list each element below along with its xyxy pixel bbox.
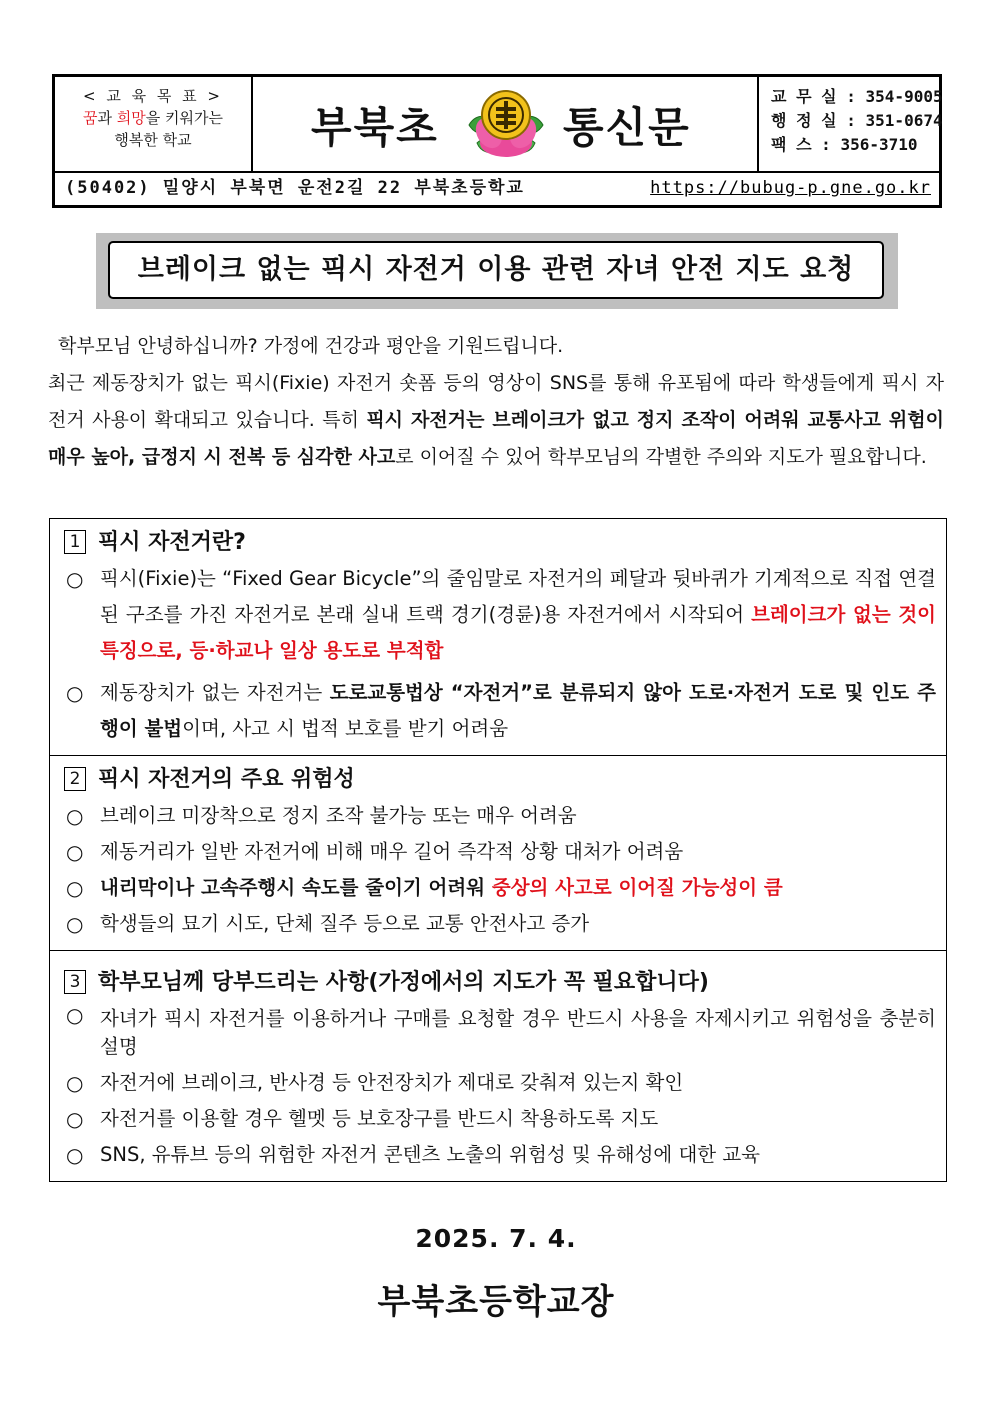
goal-rest: 을 키워가는 [145,109,223,127]
section-what-is-fixie [50,519,946,756]
item-text: 픽시(Fixie)는 “Fixed Gear Bicycle”의 줄임말로 자전거의 페달과 뒷바퀴가 기계적으로 직접 연결된 구조를 가진 자전거로 본래 실내 트랙 경기(경륜)용 자전거에서 시작되어 [100,567,936,626]
list-item [64,870,936,906]
item-text-end: 이며, 사고 시 법적 보호를 받기 어려움 [182,717,509,740]
section-title: 학부모님께 당부드리는 사항(가정에서의 지도가 꼭 필요합니다) [98,970,709,995]
item-highlight: 중상의 사고로 이어질 가능성이 큼 [491,876,783,899]
circle-bullet-icon: ○ [66,1107,84,1131]
issue-date: 2025. 7. 4. [415,1224,577,1253]
section-risks [50,756,946,951]
goal-dream: 꿈 [83,109,98,127]
contact-fax: 팩 스 : 356-3710 [771,135,918,154]
newsletter-label: 통신문 [563,103,691,152]
circle-bullet-icon: ○ [66,681,84,705]
list-item [64,834,936,870]
education-goal-line2: 행복한 학교 [114,131,192,149]
education-goal-title: < 교 육 목 표 > [83,87,223,105]
intro-p1-bold: 픽시 자전거는 브레이크가 없고 정지 조작이 어려워 교통사고 위험이 매우 높아, 급정지 시 전복 등 심각한 사고 [48,409,944,468]
item-text: SNS, 유튜브 등의 위험한 자전거 콘텐츠 노출의 위험성 및 유해성에 대한 교육 [100,1143,760,1166]
section-number: 1 [64,530,86,554]
item-text: 제동거리가 일반 자전거에 비해 매우 길어 즉각적 상황 대처가 어려움 [100,840,684,863]
item-text: 제동장치가 없는 자전거는 [100,681,330,704]
address-row [55,171,939,205]
circle-bullet-icon: ○ [66,840,84,864]
education-goal-line1 [55,107,251,129]
section-number: 2 [64,767,86,791]
item-text: 학생들의 묘기 시도, 단체 질주 등으로 교통 안전사고 증가 [100,912,590,935]
list-item [64,906,936,942]
item-highlight: 브레이크가 없는 것이 특징으로, 등·하교나 일상 용도로 부적합 [100,603,936,662]
section-title: 픽시 자전거의 주요 위험성 [98,767,355,792]
item-bold: 도로교통법상 “자전거”로 분류되지 않아 도로·자전거 도로 및 인도 주행이 불법 [100,681,936,740]
goal-hope: 희망 [116,109,146,127]
school-emblem-icon [463,81,549,165]
page-title: 브레이크 없는 픽시 자전거 이용 관련 자녀 안전 지도 요청 [108,241,884,299]
intro-p1-end: 로 이어질 수 있어 학부모님의 각별한 주의와 지도가 필요합니다. [395,446,927,468]
section-number: 3 [64,970,86,994]
school-address: (50402) 밀양시 부북면 운전2길 22 부북초등학교 [65,178,525,198]
intro-text [48,328,944,476]
principal-signature: 부북초등학교장 [377,1282,615,1322]
section-heading [64,762,936,798]
list-item [64,1065,936,1101]
info-sections [49,518,947,1182]
item-text: 브레이크 미장착으로 정지 조작 불가능 또는 매우 어려움 [100,804,577,827]
section-heading [64,525,936,561]
header-title-area [251,77,757,171]
section-heading [64,965,936,1001]
section-parent-requests [50,951,946,1181]
contact-info [757,77,943,171]
intro-p1: 최근 제동장치가 없는 픽시(Fixie) 자전거 숏폼 등의 영상이 SNS를 통해 유포됨에 따라 학생들에게 픽시 자전거 사용이 확대되고 있습니다. 특히 [48,372,944,431]
circle-bullet-icon: ○ [66,912,84,936]
list-item [64,798,936,834]
list-item [64,561,936,669]
item-text: 자전거에 브레이크, 반사경 등 안전장치가 제대로 갖춰져 있는지 확인 [100,1071,684,1094]
list-item [64,675,936,747]
circle-bullet-icon: ○ [66,567,84,591]
circle-bullet-icon: ○ [66,804,84,828]
item-text: 자전거를 이용할 경우 헬멧 등 보호장구를 반드시 착용하도록 지도 [100,1107,659,1130]
circle-bullet-icon: ○ [66,1071,84,1095]
item-bold: 내리막이나 고속주행시 속도를 줄이기 어려워 [100,876,492,899]
goal-and: 과 [97,109,117,127]
education-goal [55,77,253,171]
greeting: 학부모님 안녕하십니까? 가정에 건강과 평안을 기원드립니다. [58,335,564,357]
contact-admin: 행 정 실 : 351-0674 [771,111,943,130]
circle-bullet-icon: ○ [66,1143,84,1167]
school-url-link[interactable]: https://bubug-p.gne.go.kr [650,178,931,198]
section-title: 픽시 자전거란? [98,530,246,555]
circle-bullet-icon: ○ [66,876,84,900]
header-top-row [55,77,943,173]
contact-office: 교 무 실 : 354-9005 [771,87,943,106]
list-item [64,1137,936,1173]
list-item [64,1101,936,1137]
newsletter-header [52,74,942,208]
school-name: 부북초 [311,103,439,152]
title-shadow-box [96,233,898,309]
circle-bullet-icon: ○ [66,1003,84,1027]
intro-paragraph [48,365,944,476]
item-text: 자녀가 픽시 자전거를 이용하거나 구매를 요청할 경우 반드시 사용을 자제시키고 위험성을 충분히 설명 [100,1007,936,1058]
list-item [64,1001,936,1065]
